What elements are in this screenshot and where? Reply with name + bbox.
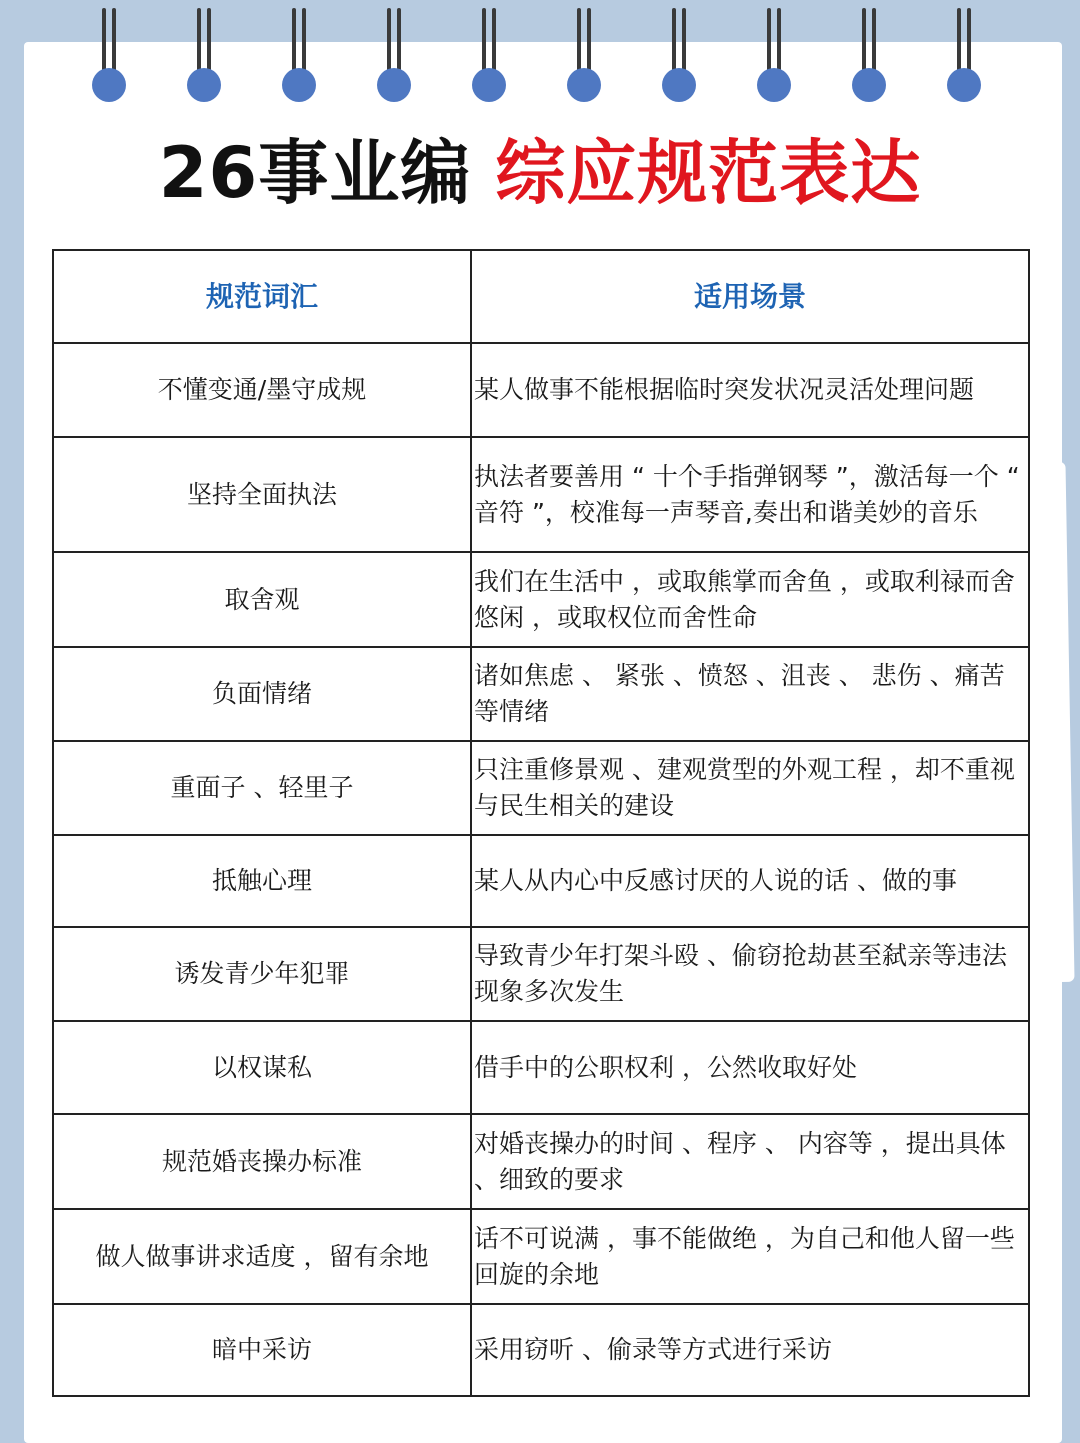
table-row <box>53 437 1029 552</box>
binder-ring-icon <box>472 0 506 102</box>
table-row <box>53 552 1029 647</box>
table-row <box>53 343 1029 437</box>
term-cell: 负面情绪 <box>53 647 471 741</box>
scene-cell: 诸如焦虑 、 紧张 、愤怒 、沮丧 、 悲伤 、痛苦等情绪 <box>471 647 1029 741</box>
term-cell: 不懂变通/墨守成规 <box>53 343 471 437</box>
term-cell: 诱发青少年犯罪 <box>53 927 471 1021</box>
binder-ring-icon <box>377 0 411 102</box>
term-cell: 暗中采访 <box>53 1304 471 1396</box>
scene-cell: 只注重修景观 、建观赏型的外观工程 ，却不重视与民生相关的建设 <box>471 741 1029 835</box>
term-cell: 以权谋私 <box>53 1021 471 1114</box>
scene-cell: 话不可说满 ，事不能做绝 ，为自己和他人留一些回旋的余地 <box>471 1209 1029 1304</box>
scene-cell: 对婚丧操办的时间 、程序 、 内容等 ，提出具体 、细致的要求 <box>471 1114 1029 1209</box>
term-cell: 规范婚丧操办标准 <box>53 1114 471 1209</box>
binder-ring-icon <box>852 0 886 102</box>
binder-ring-icon <box>947 0 981 102</box>
table-row <box>53 647 1029 741</box>
table-header-row <box>53 250 1029 343</box>
table-row <box>53 1114 1029 1209</box>
vocabulary-table <box>52 249 1030 1397</box>
table-row <box>53 927 1029 1021</box>
binder-ring-icon <box>567 0 601 102</box>
scene-cell: 我们在生活中 ，或取熊掌而舍鱼 ，或取利禄而舍悠闲 ，或取权位而舍性命 <box>471 552 1029 647</box>
binder-ring-icon <box>662 0 696 102</box>
binder-ring-icon <box>187 0 221 102</box>
term-cell: 坚持全面执法 <box>53 437 471 552</box>
table-row <box>53 1304 1029 1396</box>
term-cell: 做人做事讲求适度 ，留有余地 <box>53 1209 471 1304</box>
page-title <box>0 128 1080 218</box>
table-row <box>53 835 1029 927</box>
title-prefix: 26事业编 <box>158 132 472 214</box>
table-row <box>53 741 1029 835</box>
term-cell: 抵触心理 <box>53 835 471 927</box>
term-cell: 取舍观 <box>53 552 471 647</box>
title-highlight: 综应规范表达 <box>495 132 922 214</box>
table-row <box>53 1021 1029 1114</box>
scene-cell: 某人从内心中反感讨厌的人说的话 、做的事 <box>471 835 1029 927</box>
header-scene: 适用场景 <box>471 250 1029 343</box>
scene-cell: 采用窃听 、偷录等方式进行采访 <box>471 1304 1029 1396</box>
scene-cell: 执法者要善用 “ 十个手指弹钢琴 ”，激活每一个 “ 音符 ”，校准每一声琴音,奏出和谐美妙的音乐 <box>471 437 1029 552</box>
table-row <box>53 1209 1029 1304</box>
binder-ring-icon <box>757 0 791 102</box>
term-cell: 重面子 、轻里子 <box>53 741 471 835</box>
binder-ring-icon <box>92 0 126 102</box>
scene-cell: 某人做事不能根据临时突发状况灵活处理问题 <box>471 343 1029 437</box>
scene-cell: 导致青少年打架斗殴 、偷窃抢劫甚至弑亲等违法现象多次发生 <box>471 927 1029 1021</box>
header-term: 规范词汇 <box>53 250 471 343</box>
scene-cell: 借手中的公职权利 ，公然收取好处 <box>471 1021 1029 1114</box>
binder-ring-icon <box>282 0 316 102</box>
